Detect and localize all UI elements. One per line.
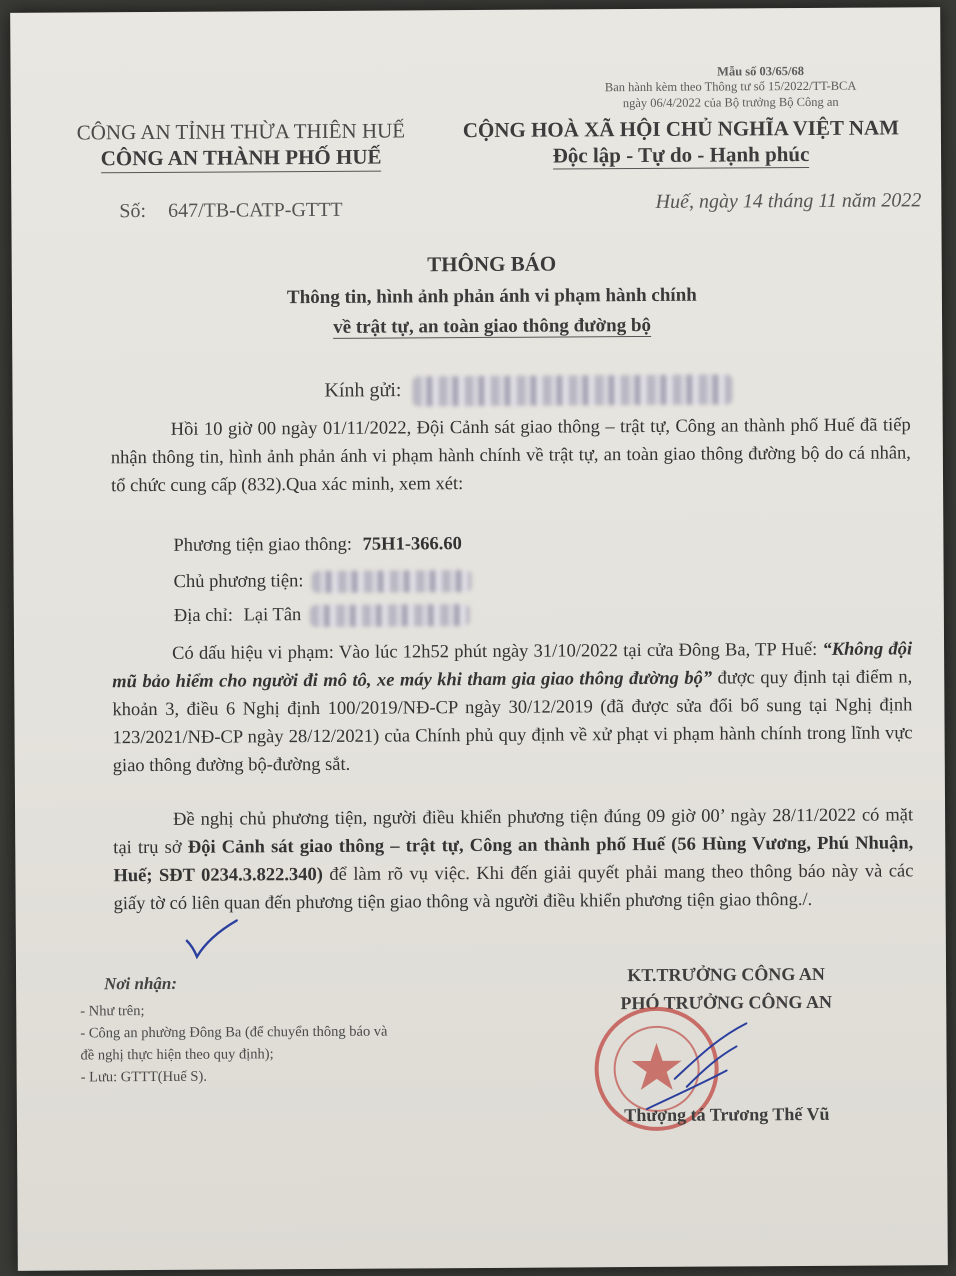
document-title: THÔNG BÁO xyxy=(427,251,557,277)
national-title: CỘNG HOÀ XÃ HỘI CHỦ NGHĨA VIỆT NAM xyxy=(462,115,900,143)
parent-agency: CÔNG AN TỈNH THỪA THIÊN HUẾ xyxy=(76,118,406,145)
paragraph-receipt: Hồi 10 giờ 00 ngày 01/11/2022, Đội Cảnh sát giao thông – trật tự, Công an thành phố Huế đã tiếp nhận thông tin, hình ảnh phản ánh vi phạm hành chính về trật tự, an toàn giao thông đường bộ do cá nhân, tổ chức cung cấp (832).Qua xác minh, xem xét: xyxy=(110,415,911,497)
address-label: Địa chỉ: xyxy=(173,605,233,627)
vehicle-label: Phương tiện giao thông: xyxy=(173,534,353,556)
paragraph-summons xyxy=(113,801,914,918)
issuing-agency-prefix: CÔNG AN xyxy=(100,145,204,171)
address-partial: Lại Tân xyxy=(243,605,302,626)
document-number-value: 647/TB-CATP-GTTT xyxy=(167,198,343,222)
owner-label: Chủ phương tiện: xyxy=(173,571,304,593)
place-and-date: Huế, ngày 14 tháng 11 năm 2022 xyxy=(655,189,922,213)
national-motto xyxy=(441,141,921,169)
recipient-line2: - Công an phường Đông Ba (để chuyển thông báo và xyxy=(80,1023,388,1042)
recipients-title: Nơi nhận: xyxy=(104,973,178,994)
summons-location: Đội Cảnh sát giao thông – trật tự, Công an thành phố Huế (56 Hùng Vương, Phú Nhuận, Huế; SĐT 0234.3.822.340) xyxy=(113,833,914,887)
document-subtitle-line2 xyxy=(52,313,932,340)
subtitle2-part-b: an toàn giao thông đường bộ xyxy=(418,314,652,338)
address-row xyxy=(174,604,470,628)
recipient-line1: - Như trên; xyxy=(80,1003,145,1020)
recipient-line4: - Lưu: GTTT(Huế S). xyxy=(80,1068,207,1086)
addressee xyxy=(324,374,732,406)
document-number-label: Số: xyxy=(119,200,147,223)
issuing-agency-city: THÀNH PHỐ HUẾ xyxy=(202,144,382,170)
vehicle-plate: 75H1-366.60 xyxy=(362,534,462,555)
handwritten-checkmark xyxy=(181,916,241,961)
document-subtitle-line1: Thông tin, hình ảnh phản ánh vi phạm hành chính xyxy=(286,284,697,309)
vehicle-row xyxy=(173,534,462,557)
signature-authority-line1: KT.TRƯỞNG CÔNG AN xyxy=(627,963,825,986)
motto-text: Độc lập - Tự do - Hạnh phúc xyxy=(552,141,810,168)
document-number xyxy=(119,199,342,223)
form-reference xyxy=(531,77,931,111)
subtitle2-part-a: về trật tự, xyxy=(333,316,419,338)
signature-authority-line2: PHÓ TRƯỞNG CÔNG AN xyxy=(620,991,833,1014)
issuing-agency xyxy=(51,144,431,173)
form-reference-line1: Ban hành kèm theo Thông tư số 15/2022/TT-BCA xyxy=(604,78,857,95)
paragraph-violation xyxy=(112,635,913,780)
redacted-addressee-name xyxy=(412,374,732,406)
signer-name: Thượng tá Trương Thế Vũ xyxy=(624,1103,830,1126)
redacted-address xyxy=(310,604,470,627)
owner-row xyxy=(174,570,473,594)
form-reference-line2: ngày 06/4/2022 của Bộ trưởng Bộ Công an xyxy=(622,94,839,111)
violation-description: “Không đội mũ bảo hiểm cho người đi mô tô, xe máy khi tham gia giao thông đường bộ” xyxy=(112,639,913,693)
redacted-owner-name xyxy=(312,570,472,593)
summons-intro: Đề nghị chủ phương tiện, người điều khiển phương tiện đúng 09 giờ 00’ ngày 28/11/2022 có mặt tại trụ sở xyxy=(113,805,914,859)
form-code: Mẫu số 03/65/68 xyxy=(717,64,804,79)
document-page xyxy=(10,7,948,1271)
recipient-line3: đề nghị thực hiện theo quy định); xyxy=(80,1046,274,1064)
violation-legal-basis: được quy định tại điểm n, khoản 3, điều 6 Nghị định 100/2019/NĐ-CP ngày 30/12/2019 (đã được sửa đổi bổ sung tại Nghị định 123/2021/NĐ-CP ngày 28/12/2021) của Chính phủ quy định về xử phạt vi phạm hành chính trong lĩnh vực giao thông đường bộ-đường sắt. xyxy=(112,667,913,777)
addressee-label: Kính gửi: xyxy=(324,379,402,402)
violation-intro: Có dấu hiệu vi phạm: Vào lúc 12h52 phút ngày 31/10/2022 tại cửa Đông Ba, TP Huế: xyxy=(172,639,823,664)
summons-requirements: để làm rõ vụ việc. Khi đến giải quyết phải mang theo thông báo này và các giấy tờ có liên quan đến phương tiện giao thông và người điều khiển phương tiện giao thông./. xyxy=(113,861,914,915)
